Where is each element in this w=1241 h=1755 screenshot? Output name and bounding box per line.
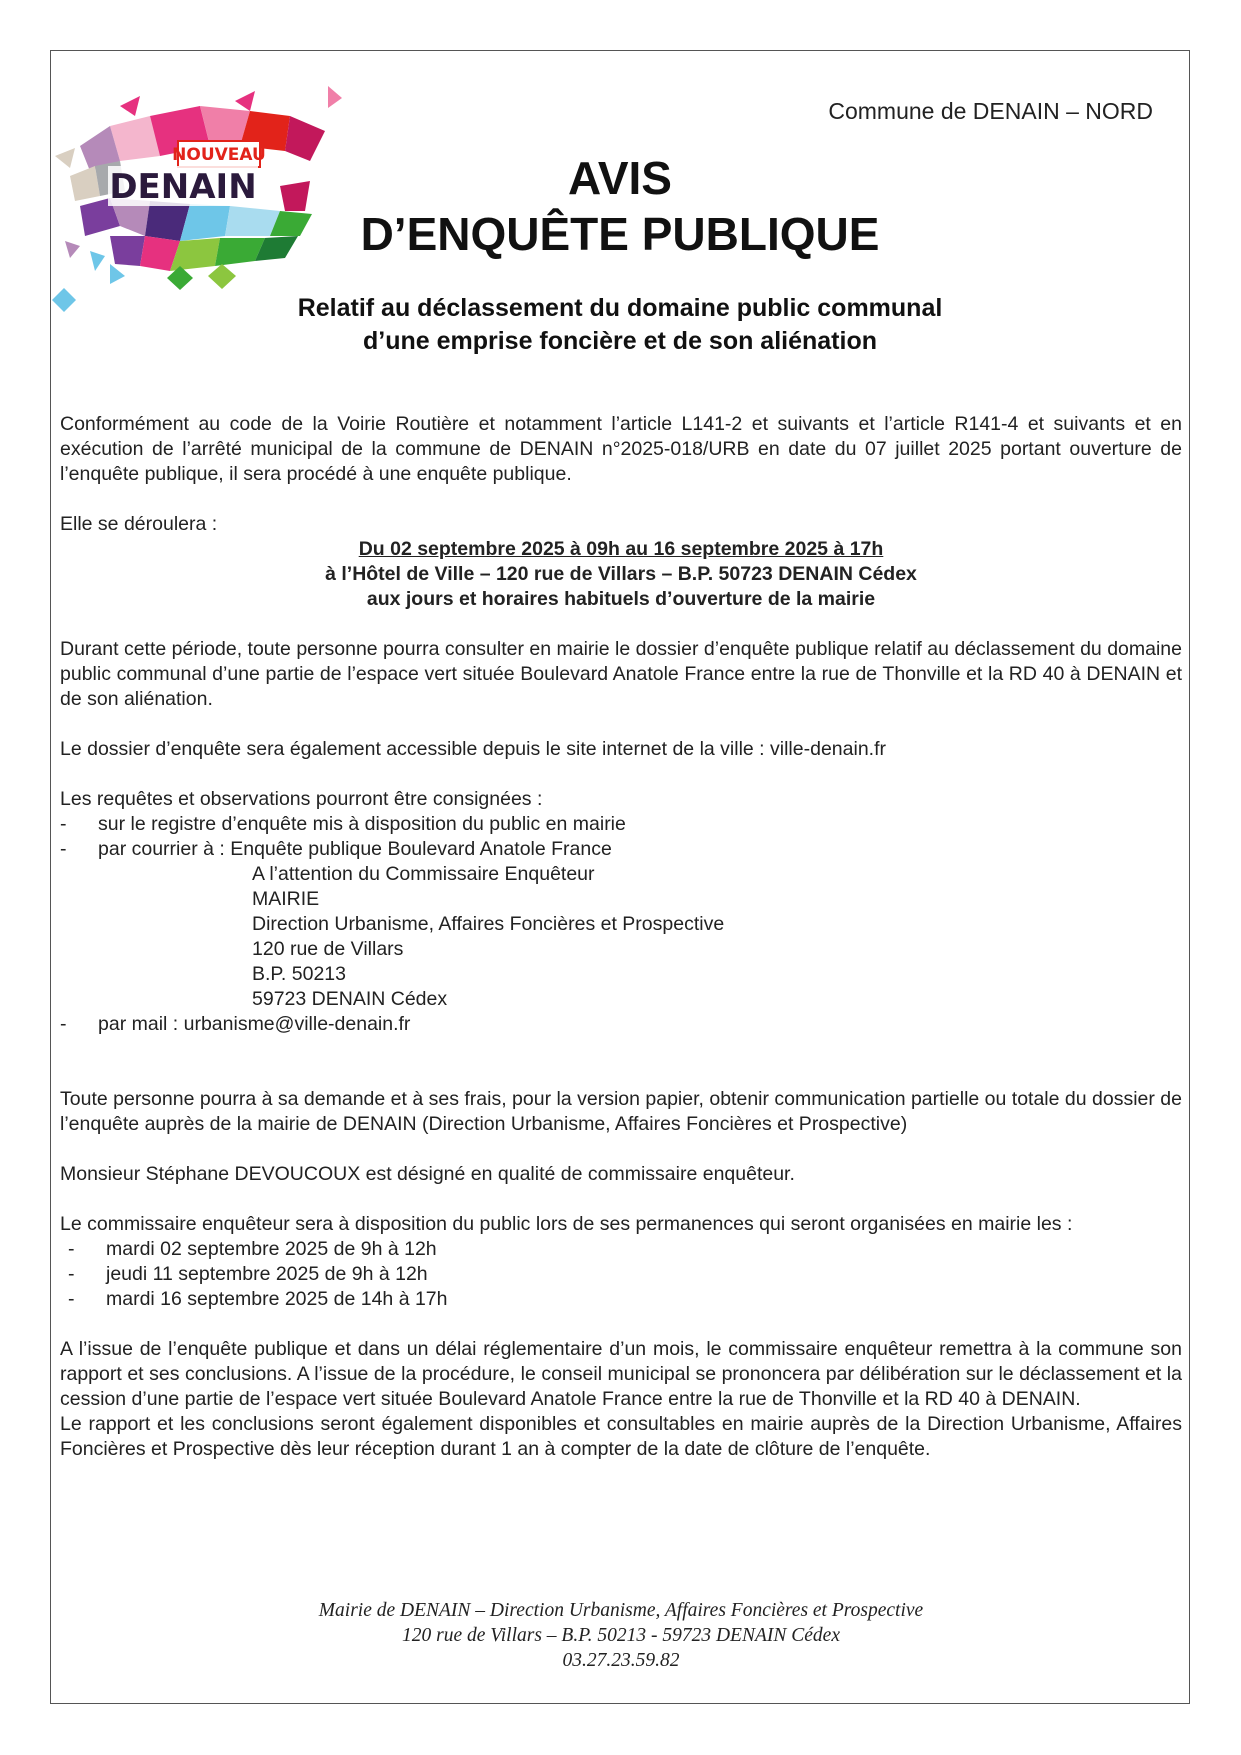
logo-badge: NOUVEAU (172, 145, 266, 165)
commissaire-paragraph: Monsieur Stéphane DEVOUCOUX est désigné en qualité de commissaire enquêteur. (60, 1163, 795, 1185)
requetes-intro: Les requêtes et observations pourront être consignées : (60, 788, 543, 810)
commune-label: Commune de DENAIN – NORD (828, 98, 1153, 124)
permanences-intro: Le commissaire enquêteur sera à disposition du public lors de ses permanences qui seront organisées en mairie les : (60, 1213, 1073, 1235)
communication-paragraph: Toute personne pourra à sa demande et à ses frais, pour la version papier, obtenir communication partielle ou totale du dossier de l’enquête auprès de la mairie de DENAIN (Direction Urbanisme, Affaires Foncières et Prospective) (60, 1088, 1182, 1135)
issue-paragraph: A l’issue de l’enquête publique et dans un délai réglementaire d’un mois, le commissaire enquêteur remettra à la commune son rapport et ses conclusions. A l’issue de la procédure, le conseil municipal se prononcera par délibération sur le déclassement et la cession d’une partie de l’espace vert située Boulevard Anatole France entre la rue de Thonville et la RD 40 à DENAIN. (60, 1338, 1182, 1410)
footer-line-1: Mairie de DENAIN – Direction Urbanisme, Affaires Foncières et Prospective (318, 1600, 924, 1621)
list-item: - sur le registre d’enquête mis à disposition du public en mairie (60, 813, 626, 835)
internet-paragraph (60, 737, 1182, 762)
deroulera-label: Elle se déroulera : (60, 513, 218, 535)
list-item: - jeudi 11 septembre 2025 de 9h à 12h (68, 1263, 428, 1285)
title-line-1: AVIS (568, 152, 672, 204)
address-line: 59723 DENAIN Cédex (252, 988, 448, 1010)
enquete-horaires: aux jours et horaires habituels d’ouverture de la mairie (366, 588, 876, 610)
enquete-dates: Du 02 septembre 2025 à 09h au 16 septembre 2025 à 17h (358, 538, 884, 560)
logo-name: DENAIN (109, 167, 257, 207)
intro-paragraph: Conformément au code de la Voirie Routière et notamment l’article L141-2 et suivants et l’article R141-4 et suivants et en exécution de l’arrêté municipal de la commune de DENAIN n°2025-018/URB en date du 07 juillet 2025 portant ouverture de l’enquête publique, il sera procédé à une enquête publique. (60, 413, 1182, 485)
address-line: MAIRIE (252, 888, 320, 910)
address-line: B.P. 50213 (252, 963, 346, 985)
mail-link[interactable]: par mail : urbanisme@ville-denain.fr (98, 1013, 411, 1035)
address-line: A l’attention du Commissaire Enquêteur (252, 863, 595, 885)
list-item: - par mail : urbanisme@ville-denain.fr (60, 1013, 411, 1035)
internet-text: Le dossier d’enquête sera également accessible depuis le site internet de la ville : (60, 738, 771, 760)
address-line: 120 rue de Villars (252, 938, 404, 960)
footer-line-2: 120 rue de Villars – B.P. 50213 - 59723 DENAIN Cédex (402, 1625, 840, 1646)
site-link[interactable]: ville-denain.fr (770, 738, 886, 760)
subtitle-line-2: d’une emprise foncière et de son aliénation (362, 327, 877, 355)
rapport-paragraph: Le rapport et les conclusions seront également disponibles et consultables en mairie auprès de la Direction Urbanisme, Affaires Foncières et Prospective dès leur réception durant 1 an à compter de la date de clôture de l’enquête. (60, 1413, 1182, 1460)
address-line: Direction Urbanisme, Affaires Foncières et Prospective (252, 913, 725, 935)
list-item: - mardi 16 septembre 2025 de 14h à 17h (68, 1288, 448, 1310)
enquete-lieu: à l’Hôtel de Ville – 120 rue de Villars – B.P. 50723 DENAIN Cédex (325, 563, 917, 585)
consultation-paragraph: Durant cette période, toute personne pourra consulter en mairie le dossier d’enquête publique relatif au déclassement du domaine public communal d’une partie de l’espace vert située Boulevard Anatole France entre la rue de Thonville et la RD 40 à DENAIN et de son aliénation. (60, 638, 1182, 710)
footer (60, 1598, 1182, 1673)
footer-phone: 03.27.23.59.82 (562, 1650, 680, 1671)
list-item: - mardi 02 septembre 2025 de 9h à 12h (68, 1238, 437, 1260)
page-subtitle (255, 292, 985, 358)
subtitle-line-1: Relatif au déclassement du domaine public communal (297, 294, 943, 322)
title-line-2: D’ENQUÊTE PUBLIQUE (360, 208, 880, 260)
list-item: - par courrier à : Enquête publique Boulevard Anatole France (60, 838, 612, 860)
page-title (330, 150, 910, 262)
notice-body (60, 412, 1182, 1462)
